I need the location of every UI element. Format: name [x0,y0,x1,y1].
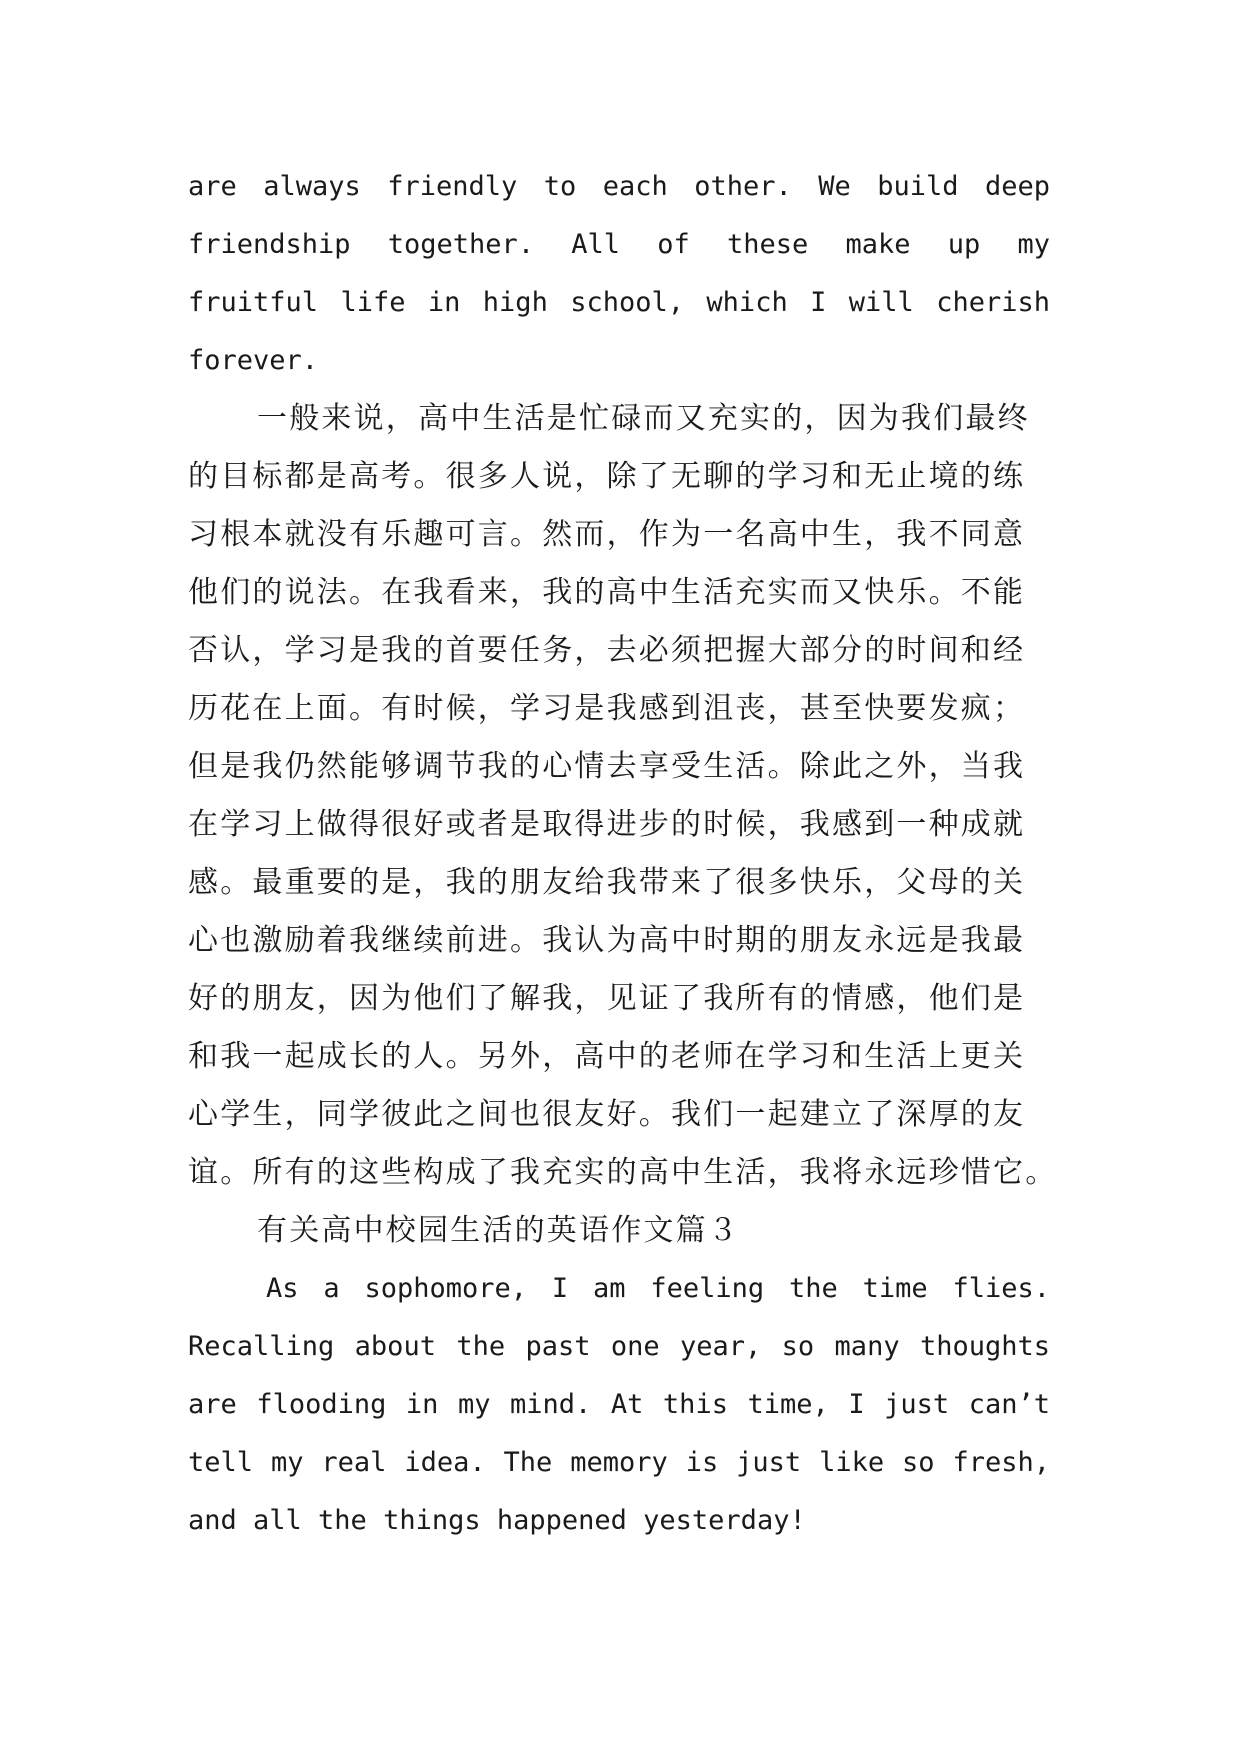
paragraph-1-line-2: friendship together. All of these make up my [188,229,1050,260]
paragraph-2-line-11: 好的朋友，因为他们了解我，见证了我所有的情感，他们是 [188,981,1026,1016]
paragraph-3-line-3: are flooding in my mind. At this time, I just can’t [188,1389,1050,1420]
paragraph-2-line-9: 感。最重要的是，我的朋友给我带来了很多快乐，父母的关 [188,865,1026,900]
paragraph-2-line-8: 在学习上做得很好或者是取得进步的时候，我感到一种成就 [188,807,1026,842]
paragraph-3-line-2: Recalling about the past one year, so many thoughts [188,1331,1050,1362]
paragraph-2-line-14: 谊。所有的这些构成了我充实的高中生活，我将永远珍惜它。 [188,1155,1058,1190]
paragraph-2-line-1: 一般来说，高中生活是忙碌而又充实的，因为我们最终 [257,401,1030,436]
paragraph-1-line-4: forever. [188,345,319,376]
paragraph-2-line-13: 心学生，同学彼此之间也很友好。我们一起建立了深厚的友 [188,1097,1026,1132]
paragraph-2-line-7: 但是我仍然能够调节我的心情去享受生活。除此之外，当我 [188,749,1026,784]
paragraph-1-line-3: fruitful life in high school, which I will cherish [188,287,1050,318]
paragraph-2-line-5: 否认，学习是我的首要任务，去必须把握大部分的时间和经 [188,633,1026,668]
section-heading: 有关高中校园生活的英语作文篇３ [257,1213,740,1248]
paragraph-2-line-3: 习根本就没有乐趣可言。然而，作为一名高中生，我不同意 [188,517,1026,552]
paragraph-2-line-4: 他们的说法。在我看来，我的高中生活充实而又快乐。不能 [188,575,1026,610]
paragraph-3-line-4: tell my real idea. The memory is just like so fresh, [188,1447,1050,1478]
paragraph-2-line-12: 和我一起成长的人。另外，高中的老师在学习和生活上更关 [188,1039,1026,1074]
paragraph-2-line-6: 历花在上面。有时候，学习是我感到沮丧，甚至快要发疯； [188,691,1026,726]
paragraph-3-line-5: and all the things happened yesterday! [188,1505,806,1536]
paragraph-3-line-1: As a sophomore, I am feeling the time flies. [266,1273,1050,1304]
paragraph-2-line-2: 的目标都是高考。很多人说，除了无聊的学习和无止境的练 [188,459,1026,494]
paragraph-1-line-1: are always friendly to each other. We build deep [188,171,1050,202]
paragraph-2-line-10: 心也激励着我继续前进。我认为高中时期的朋友永远是我最 [188,923,1026,958]
